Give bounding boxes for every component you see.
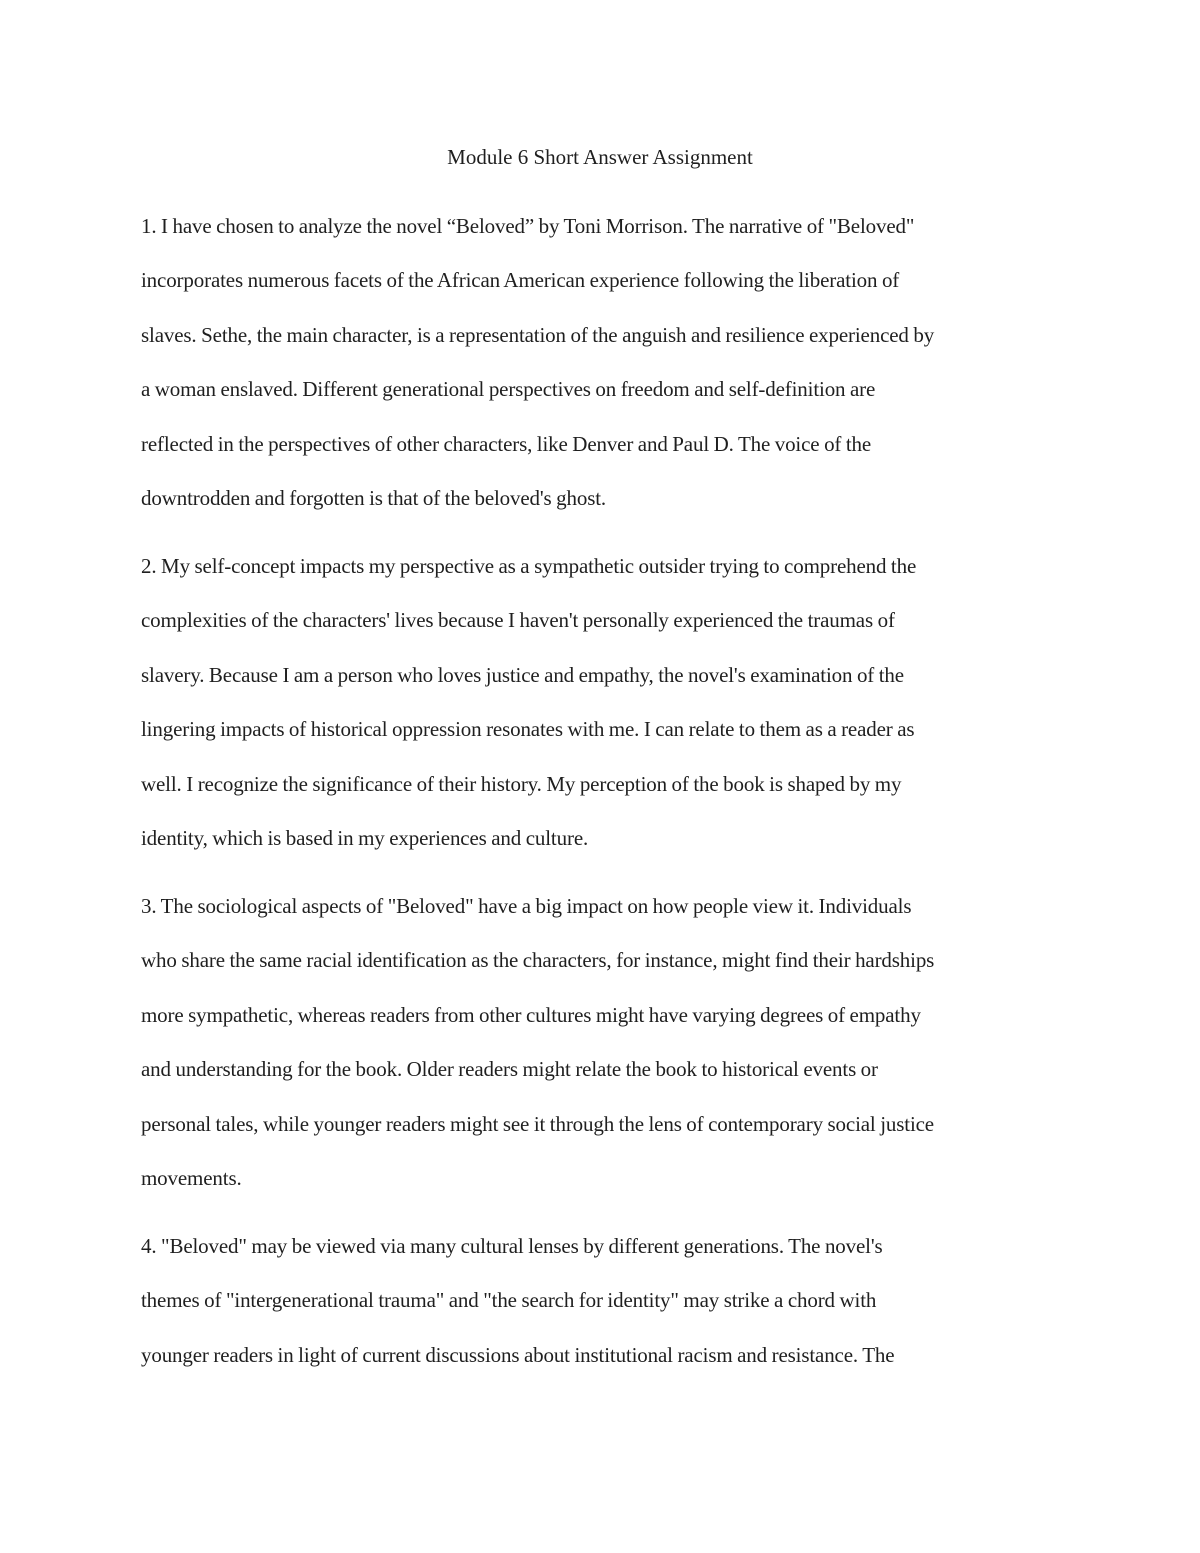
- paragraph-line: identity, which is based in my experiences and culture.: [141, 826, 589, 851]
- paragraph-line: who share the same racial identification as the characters, for instance, might find their hardships: [141, 948, 935, 973]
- paragraph-line: lingering impacts of historical oppression resonates with me. I can relate to them as a reader as: [141, 717, 915, 742]
- paragraph-line: more sympathetic, whereas readers from other cultures might have varying degrees of empathy: [141, 1002, 921, 1027]
- paragraph-line: 1. I have chosen to analyze the novel “Beloved” by Toni Morrison. The narrative of "Beloved": [141, 214, 915, 238]
- paragraph-line: reflected in the perspectives of other characters, like Denver and Paul D. The voice of the: [141, 431, 872, 456]
- paragraph-line: younger readers in light of current discussions about institutional racism and resistance. The: [141, 1342, 895, 1367]
- paragraph-line: downtrodden and forgotten is that of the beloved's ghost.: [141, 486, 607, 511]
- paragraph-line: slavery. Because I am a person who loves justice and empathy, the novel's examination of the: [141, 662, 904, 687]
- paragraph-line: complexities of the characters' lives because I haven't personally experienced the traumas of: [141, 608, 895, 633]
- paragraph-line: 2. My self-concept impacts my perspective as a sympathetic outsider trying to comprehend the: [141, 554, 917, 578]
- document-title: Module 6 Short Answer Assignment: [447, 145, 753, 169]
- paragraph-line: a woman enslaved. Different generational perspectives on freedom and self-definition are: [141, 377, 876, 402]
- paragraph-line: and understanding for the book. Older readers might relate the book to historical events or: [141, 1057, 878, 1082]
- paragraph-line: 4. "Beloved" may be viewed via many cultural lenses by different generations. The novel's: [141, 1234, 883, 1258]
- answer-paragraph-4: [141, 1219, 1061, 1382]
- paragraph-line: slaves. Sethe, the main character, is a representation of the anguish and resilience experienced by: [141, 322, 935, 347]
- answer-paragraph-1: [141, 199, 1061, 525]
- paragraph-line: 3. The sociological aspects of "Beloved" have a big impact on how people view it. Individuals: [141, 894, 912, 918]
- paragraph-line: themes of "intergenerational trauma" and "the search for identity" may strike a chord with: [141, 1288, 877, 1313]
- paragraph-line: personal tales, while younger readers might see it through the lens of contemporary social justice: [141, 1111, 934, 1136]
- answer-paragraph-3: [141, 879, 1061, 1205]
- paragraph-line: well. I recognize the significance of their history. My perception of the book is shaped by my: [141, 771, 902, 796]
- answer-paragraph-2: [141, 539, 1061, 865]
- paragraph-line: movements.: [141, 1166, 242, 1191]
- paragraph-line: incorporates numerous facets of the African American experience following the liberation of: [141, 268, 900, 293]
